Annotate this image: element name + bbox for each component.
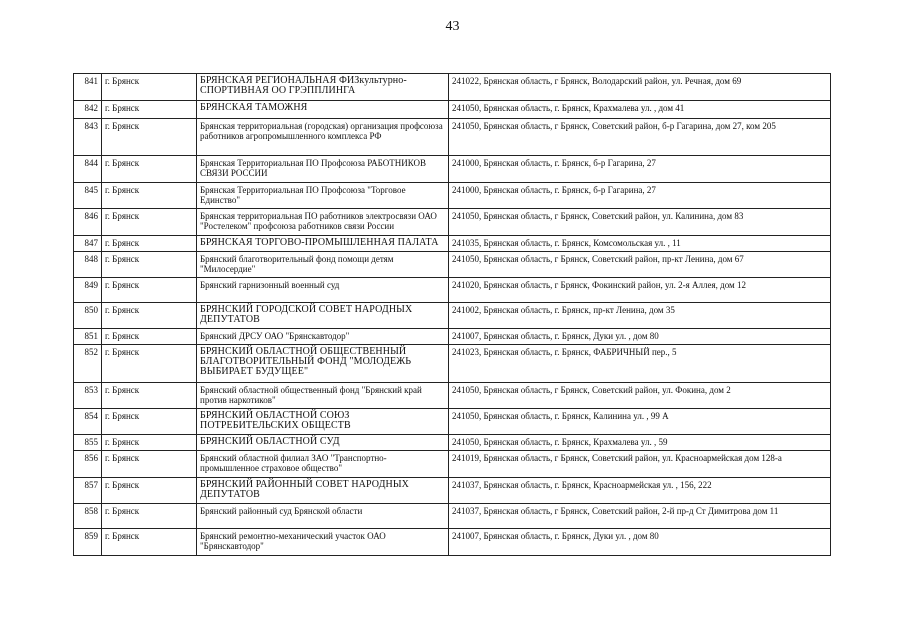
row-address: 241002, Брянская область, г. Брянск, пр-кт Ленина, дом 35 — [449, 303, 831, 329]
table-row — [74, 101, 831, 119]
row-city: г. Брянск — [102, 435, 197, 451]
row-number: 843 — [74, 119, 102, 156]
row-address: 241007, Брянская область, г. Брянск, Дуки ул. , дом 80 — [449, 329, 831, 345]
row-number: 854 — [74, 409, 102, 435]
row-number: 855 — [74, 435, 102, 451]
row-organization-name: Брянская Территориальная ПО Профсоюза РАБОТНИКОВ СВЯЗИ РОССИИ — [197, 156, 449, 183]
organizations-table — [73, 73, 831, 556]
row-number: 852 — [74, 345, 102, 383]
row-organization-name: Брянский ремонтно-механический участок ОАО "Брянскавтодор" — [197, 529, 449, 556]
row-address: 241037, Брянская область, г Брянск, Советский район, 2-й пр-д Ст Димитрова дом 11 — [449, 504, 831, 529]
row-city: г. Брянск — [102, 252, 197, 278]
table-row — [74, 252, 831, 278]
row-city: г. Брянск — [102, 183, 197, 209]
table-row — [74, 209, 831, 236]
row-city: г. Брянск — [102, 329, 197, 345]
table-row — [74, 451, 831, 478]
row-organization-name: БРЯНСКАЯ РЕГИОНАЛЬНАЯ ФИЗкультурно-СПОРТИВНАЯ ОО ГРЭППЛИНГА — [197, 74, 449, 101]
row-address: 241022, Брянская область, г Брянск, Володарский район, ул. Речная, дом 69 — [449, 74, 831, 101]
row-organization-name: БРЯНСКИЙ ГОРОДСКОЙ СОВЕТ НАРОДНЫХ ДЕПУТАТОВ — [197, 303, 449, 329]
row-address: 241000, Брянская область, г. Брянск, б-р Гагарина, 27 — [449, 183, 831, 209]
row-organization-name: Брянский областной филиал ЗАО "Транспортно-промышленное страховое общество" — [197, 451, 449, 478]
row-address: 241050, Брянская область, г Брянск, Советский район, пр-кт Ленина, дом 67 — [449, 252, 831, 278]
row-number: 853 — [74, 383, 102, 409]
table-row — [74, 329, 831, 345]
row-number: 858 — [74, 504, 102, 529]
row-city: г. Брянск — [102, 278, 197, 303]
row-city: г. Брянск — [102, 119, 197, 156]
row-city: г. Брянск — [102, 478, 197, 504]
row-number: 842 — [74, 101, 102, 119]
row-number: 857 — [74, 478, 102, 504]
row-address: 241037, Брянская область, г. Брянск, Красноармейская ул. , 156, 222 — [449, 478, 831, 504]
row-organization-name: Брянская территориальная (городская) организация профсоюза работников агропромышленного комплекса РФ — [197, 119, 449, 156]
row-address: 241007, Брянская область, г. Брянск, Дуки ул. , дом 80 — [449, 529, 831, 556]
row-number: 851 — [74, 329, 102, 345]
row-address: 241050, Брянская область, г Брянск, Советский район, б-р Гагарина, дом 27, ком 205 — [449, 119, 831, 156]
row-city: г. Брянск — [102, 303, 197, 329]
row-city: г. Брянск — [102, 529, 197, 556]
row-address: 241023, Брянская область, г. Брянск, ФАБРИЧНЫЙ пер., 5 — [449, 345, 831, 383]
row-address: 241050, Брянская область, г. Брянск, Крахмалева ул. , дом 41 — [449, 101, 831, 119]
row-city: г. Брянск — [102, 236, 197, 252]
table-row — [74, 409, 831, 435]
table-row — [74, 504, 831, 529]
row-number: 859 — [74, 529, 102, 556]
row-city: г. Брянск — [102, 101, 197, 119]
row-number: 847 — [74, 236, 102, 252]
row-city: г. Брянск — [102, 451, 197, 478]
row-address: 241050, Брянская область, г. Брянск, Крахмалева ул. , 59 — [449, 435, 831, 451]
row-organization-name: БРЯНСКИЙ ОБЛАСТНОЙ СОЮЗ ПОТРЕБИТЕЛЬСКИХ ОБЩЕСТВ — [197, 409, 449, 435]
row-address: 241020, Брянская область, г Брянск, Фокинский район, ул. 2-я Аллея, дом 12 — [449, 278, 831, 303]
table-row — [74, 183, 831, 209]
row-city: г. Брянск — [102, 383, 197, 409]
row-organization-name: БРЯНСКИЙ ОБЛАСТНОЙ ОБЩЕСТВЕННЫЙ БЛАГОТВОРИТЕЛЬНЫЙ ФОНД "МОЛОДЕЖЬ ВЫБИРАЕТ БУДУЩЕЕ" — [197, 345, 449, 383]
row-organization-name: Брянский благотворительный фонд помощи детям "Милосердие" — [197, 252, 449, 278]
row-city: г. Брянск — [102, 409, 197, 435]
row-organization-name: Брянский гарнизонный военный суд — [197, 278, 449, 303]
table-row — [74, 303, 831, 329]
row-organization-name: Брянский областной общественный фонд "Брянский край против наркотиков" — [197, 383, 449, 409]
table-row — [74, 383, 831, 409]
row-city: г. Брянск — [102, 156, 197, 183]
row-address: 241000, Брянская область, г. Брянск, б-р Гагарина, 27 — [449, 156, 831, 183]
row-organization-name: Брянский районный суд Брянской области — [197, 504, 449, 529]
row-address: 241050, Брянская область, г. Брянск, Калинина ул. , 99 А — [449, 409, 831, 435]
row-organization-name: Брянская территориальная ПО работников электросвязи ОАО "Ростелеком" профсоюза работников связи России — [197, 209, 449, 236]
table-row — [74, 236, 831, 252]
table-row — [74, 345, 831, 383]
row-number: 849 — [74, 278, 102, 303]
row-number: 841 — [74, 74, 102, 101]
row-organization-name: БРЯНСКАЯ ТОРГОВО-ПРОМЫШЛЕННАЯ ПАЛАТА — [197, 236, 449, 252]
row-city: г. Брянск — [102, 345, 197, 383]
table-row — [74, 278, 831, 303]
row-city: г. Брянск — [102, 74, 197, 101]
row-number: 846 — [74, 209, 102, 236]
table-row — [74, 435, 831, 451]
page-number: 43 — [445, 19, 460, 34]
row-organization-name: БРЯНСКИЙ ОБЛАСТНОЙ СУД — [197, 435, 449, 451]
row-number: 850 — [74, 303, 102, 329]
table-row — [74, 119, 831, 156]
row-organization-name: Брянский ДРСУ ОАО "Брянскавтодор" — [197, 329, 449, 345]
row-number: 845 — [74, 183, 102, 209]
table-row — [74, 478, 831, 504]
row-address: 241035, Брянская область, г. Брянск, Комсомольская ул. , 11 — [449, 236, 831, 252]
table-row — [74, 529, 831, 556]
row-number: 844 — [74, 156, 102, 183]
row-number: 856 — [74, 451, 102, 478]
row-address: 241050, Брянская область, г Брянск, Советский район, ул. Калинина, дом 83 — [449, 209, 831, 236]
row-organization-name: БРЯНСКИЙ РАЙОННЫЙ СОВЕТ НАРОДНЫХ ДЕПУТАТОВ — [197, 478, 449, 504]
row-city: г. Брянск — [102, 209, 197, 236]
row-number: 848 — [74, 252, 102, 278]
row-organization-name: Брянская Территориальная ПО Профсоюза "Торговое Единство" — [197, 183, 449, 209]
row-address: 241019, Брянская область, г Брянск, Советский район, ул. Красноармейская дом 128-а — [449, 451, 831, 478]
row-organization-name: БРЯНСКАЯ ТАМОЖНЯ — [197, 101, 449, 119]
row-address: 241050, Брянская область, г Брянск, Советский район, ул. Фокина, дом 2 — [449, 383, 831, 409]
table-row — [74, 156, 831, 183]
row-city: г. Брянск — [102, 504, 197, 529]
table-row — [74, 74, 831, 101]
table-body — [74, 74, 831, 556]
